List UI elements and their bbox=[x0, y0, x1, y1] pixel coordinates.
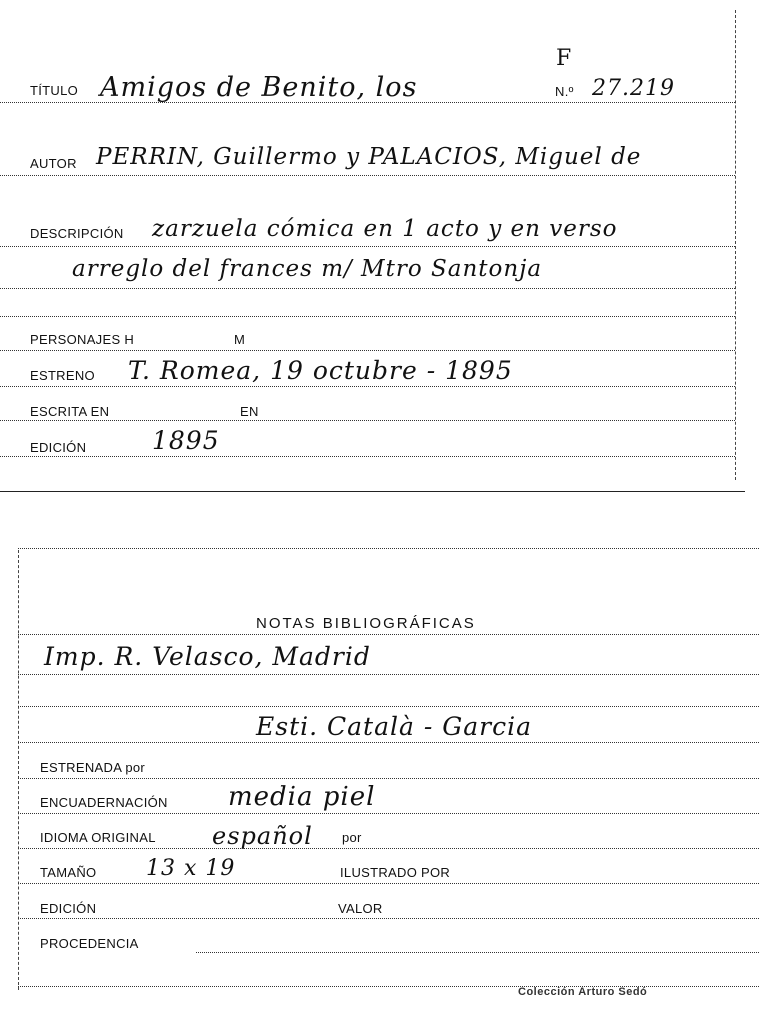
note-line-2: Esti. Català - Garcia bbox=[256, 712, 532, 741]
autor-label: AUTOR bbox=[30, 156, 77, 171]
encuadernacion-value: media piel bbox=[228, 782, 376, 812]
personajes-rule bbox=[0, 350, 735, 351]
encuadernacion-label: ENCUADERNACIÓN bbox=[40, 795, 168, 810]
descripcion-rule-1 bbox=[0, 246, 735, 247]
descripcion-line1: zarzuela cómica en 1 acto y en verso bbox=[152, 216, 618, 242]
escrita-en-label: EN bbox=[240, 404, 259, 419]
edicion-rule bbox=[0, 456, 735, 457]
idioma-label: IDIOMA ORIGINAL bbox=[40, 830, 156, 845]
note-rule-3 bbox=[18, 742, 759, 743]
encuadernacion-rule bbox=[18, 813, 759, 814]
notas-heading: NOTAS BIBLIOGRÁFICAS bbox=[256, 615, 476, 632]
card-separator bbox=[0, 491, 745, 492]
notas-rule bbox=[18, 634, 759, 635]
numero-mark: F bbox=[556, 46, 573, 71]
catalog-card-top bbox=[0, 0, 759, 492]
note-rule-2 bbox=[18, 706, 759, 707]
descripcion-line2: arreglo del frances m/ Mtro Santonja bbox=[72, 256, 543, 282]
personajes-label: PERSONAJES H bbox=[30, 332, 135, 347]
estreno-value: T. Romea, 19 octubre - 1895 bbox=[128, 356, 513, 385]
edicion-label: EDICIÓN bbox=[30, 440, 87, 455]
estreno-rule bbox=[0, 386, 735, 387]
escrita-label: ESCRITA EN bbox=[30, 404, 110, 419]
idioma-value: español bbox=[212, 822, 313, 850]
procedencia-label: PROCEDENCIA bbox=[40, 936, 139, 951]
bottom-rule bbox=[18, 986, 759, 987]
personajes-m-label: M bbox=[234, 332, 246, 347]
note-line-1: Imp. R. Velasco, Madrid bbox=[44, 642, 371, 671]
estreno-label: ESTRENO bbox=[30, 368, 95, 383]
tamano-label: TAMAÑO bbox=[40, 865, 97, 880]
ilustrado-label: ILUSTRADO POR bbox=[340, 865, 451, 880]
estrenada-label: ESTRENADA por bbox=[40, 760, 146, 775]
descripcion-rule-2 bbox=[0, 288, 735, 289]
estrenada-rule bbox=[18, 778, 759, 779]
descripcion-label: DESCRIPCIÓN bbox=[30, 226, 124, 241]
titulo-label: TÍTULO bbox=[30, 83, 79, 98]
escrita-rule bbox=[0, 420, 735, 421]
card-left-edge bbox=[18, 550, 19, 990]
descripcion-rule-3 bbox=[0, 316, 735, 317]
edicion-label: EDICIÓN bbox=[40, 901, 97, 916]
edicion-rule bbox=[18, 918, 759, 919]
titulo-value: Amigos de Benito, los bbox=[100, 72, 418, 103]
card-edge-line bbox=[735, 10, 736, 480]
tamano-rule bbox=[18, 883, 759, 884]
top-rule bbox=[18, 548, 759, 549]
idioma-rule bbox=[18, 848, 759, 849]
titulo-rule bbox=[0, 102, 735, 103]
autor-value: PERRIN, Guillermo y PALACIOS, Miguel de bbox=[96, 144, 642, 170]
edicion-value: 1895 bbox=[152, 426, 220, 455]
valor-label: VALOR bbox=[338, 901, 383, 916]
idioma-por-label: por bbox=[342, 830, 362, 845]
tamano-value: 13 x 19 bbox=[146, 856, 236, 881]
procedencia-rule bbox=[196, 952, 759, 953]
note-rule-1 bbox=[18, 674, 759, 675]
autor-rule bbox=[0, 175, 735, 176]
credit-text: Colección Arturo Sedó bbox=[518, 986, 648, 998]
catalog-card-bottom bbox=[0, 540, 759, 1028]
numero-value: 27.219 bbox=[592, 76, 675, 101]
numero-label: N.º bbox=[555, 84, 574, 99]
